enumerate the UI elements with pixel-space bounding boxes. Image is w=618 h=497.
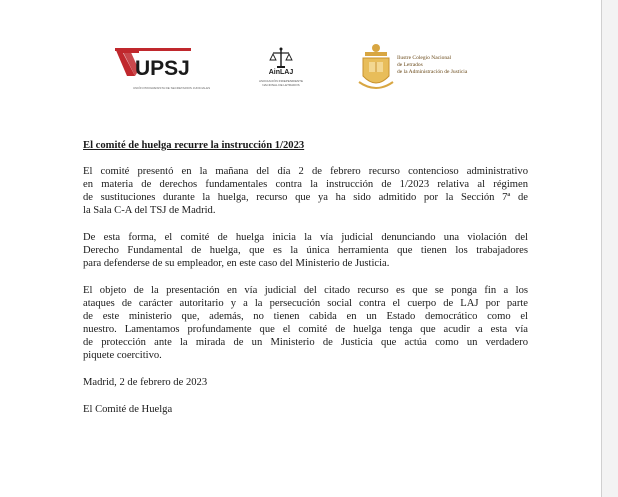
paragraph-3 [83, 284, 528, 362]
text-line: de este ministerio que, además, no tienen cabida en un Estado democrático como el [83, 311, 528, 322]
paragraph-2 [83, 231, 528, 270]
colegio-logo [357, 42, 507, 96]
text-line: piquete coercitivo. [83, 350, 162, 361]
document-title: El comité de huelga recurre la instrucción 1/2023 [83, 140, 305, 151]
colegio-line: de la Administración de Justicia [397, 69, 468, 75]
signature: El Comité de Huelga [83, 404, 173, 415]
text-line: la Sala C-A del TSJ de Madrid. [83, 205, 216, 216]
colegio-line: Ilustre Colegio Nacional [397, 55, 452, 61]
colegio-line: de Letrados [397, 62, 423, 68]
text-line: De esta forma, el comité de huelga inicia la vía judicial denunciando una violación del [83, 232, 528, 243]
ainlaj-logo [251, 44, 311, 94]
text-line: El objeto de la presentación en vía judicial del citado recurso es que se ponga fin a los [83, 285, 528, 296]
paragraph-1 [83, 165, 528, 217]
ainlaj-logo-text: AinLAJ [268, 69, 294, 76]
text-line: para defenderse de su empleador, en este caso del Ministerio de Justicia. [83, 258, 390, 269]
text-line: de protección ante la mirada de un Ministerio de Justicia que actúa como un verdadero [83, 337, 528, 348]
document-body [83, 140, 528, 430]
text-line: en materia de derechos fundamentales contra la instrucción de 1/2023 relativa al régimen [83, 179, 528, 190]
text-line: ataques de carácter autoritario y a la persecución social contra el cuerpo de LAJ por parte [83, 298, 528, 309]
text-line: de sustituciones durante la huelga, recurso que ya ha sido admitido por la Sección 7ª de [83, 192, 528, 203]
text-line: Derecho Fundamental de huelga, que es la única herramienta que tienen los trabajadores [83, 245, 528, 256]
scales-of-justice-icon [251, 46, 311, 70]
upsj-tagline: UNIÓN PROGRESISTA DE SECRETARIOS JUDICIALES [133, 86, 211, 90]
text-line: nuestro. Lamentamos profundamente que el comité de huelga tenga que acudir a esta vía [83, 324, 528, 335]
text-line: El comité presentó en la mañana del día 2 de febrero recurso contencioso administrativo [83, 166, 528, 177]
date-line: Madrid, 2 de febrero de 2023 [83, 377, 208, 388]
upsj-logo-text: UPSJ [135, 57, 190, 80]
scrollbar-track[interactable] [602, 0, 618, 497]
colegio-name [397, 55, 507, 76]
ainlaj-tagline: ASOCIACIÓN INDEPENDIENTE NACIONAL DE LETRADOS [258, 79, 303, 87]
upsj-logo [113, 44, 211, 94]
colegio-crest-icon [357, 42, 395, 96]
